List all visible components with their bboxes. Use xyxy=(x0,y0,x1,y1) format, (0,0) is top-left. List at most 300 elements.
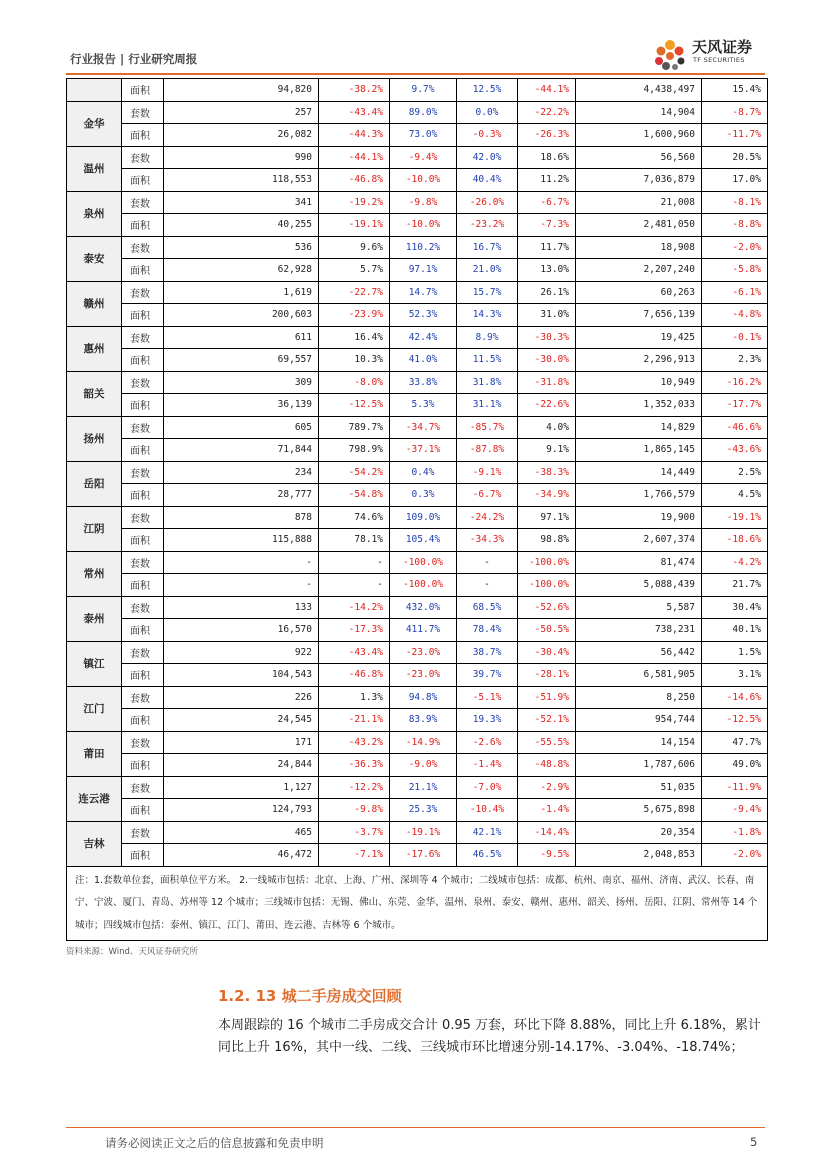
value-cell: -8.7% xyxy=(702,101,768,124)
value-cell: 12.5% xyxy=(457,79,518,102)
value-cell: 4.5% xyxy=(702,484,768,507)
value-cell: 73.0% xyxy=(390,124,457,147)
table-row xyxy=(67,191,768,214)
city-cell: 温州 xyxy=(67,146,122,191)
value-cell: 432.0% xyxy=(390,596,457,619)
value-cell: -7.0% xyxy=(457,776,518,799)
value-cell: -23.0% xyxy=(390,664,457,687)
value-cell: 97.1% xyxy=(518,506,576,529)
value-cell: 78.4% xyxy=(457,619,518,642)
table-row xyxy=(67,79,768,102)
value-cell: 14,904 xyxy=(576,101,702,124)
value-cell: -11.9% xyxy=(702,776,768,799)
table-row xyxy=(67,259,768,282)
value-cell: 19.3% xyxy=(457,709,518,732)
table-row xyxy=(67,214,768,237)
value-cell: 5.7% xyxy=(319,259,390,282)
value-cell: 3.1% xyxy=(702,664,768,687)
value-cell: -10.0% xyxy=(390,169,457,192)
value-cell: 24,844 xyxy=(164,754,319,777)
value-cell: -46.8% xyxy=(319,169,390,192)
value-cell: -9.0% xyxy=(390,754,457,777)
value-cell: 16,570 xyxy=(164,619,319,642)
value-cell: 104,543 xyxy=(164,664,319,687)
value-cell: 40.1% xyxy=(702,619,768,642)
housing-data-table xyxy=(66,78,768,941)
metric-cell: 套数 xyxy=(122,281,164,304)
value-cell: 0.3% xyxy=(390,484,457,507)
metric-cell: 面积 xyxy=(122,304,164,327)
value-cell: 133 xyxy=(164,596,319,619)
value-cell: -9.1% xyxy=(457,461,518,484)
value-cell: -54.8% xyxy=(319,484,390,507)
company-logo xyxy=(650,34,770,74)
value-cell: 78.1% xyxy=(319,529,390,552)
table-note-row xyxy=(67,866,768,941)
table-row xyxy=(67,641,768,664)
value-cell: -8.1% xyxy=(702,191,768,214)
value-cell: -17.7% xyxy=(702,394,768,417)
city-cell: 江阴 xyxy=(67,506,122,551)
value-cell: -46.8% xyxy=(319,664,390,687)
table-row xyxy=(67,776,768,799)
value-cell: 14.3% xyxy=(457,304,518,327)
value-cell: 105.4% xyxy=(390,529,457,552)
value-cell: 56,442 xyxy=(576,641,702,664)
value-cell: 4.0% xyxy=(518,416,576,439)
value-cell: 17.0% xyxy=(702,169,768,192)
value-cell: -10.4% xyxy=(457,799,518,822)
value-cell: -1.8% xyxy=(702,821,768,844)
value-cell: -28.1% xyxy=(518,664,576,687)
city-cell: 江门 xyxy=(67,686,122,731)
value-cell: 69,557 xyxy=(164,349,319,372)
metric-cell: 套数 xyxy=(122,191,164,214)
value-cell: 2,481,050 xyxy=(576,214,702,237)
value-cell: -14.4% xyxy=(518,821,576,844)
value-cell: -87.8% xyxy=(457,439,518,462)
value-cell: 74.6% xyxy=(319,506,390,529)
metric-cell: 套数 xyxy=(122,146,164,169)
value-cell: 0.4% xyxy=(390,461,457,484)
header-divider xyxy=(66,73,765,75)
value-cell: 21,008 xyxy=(576,191,702,214)
value-cell: 13.0% xyxy=(518,259,576,282)
table-row xyxy=(67,416,768,439)
metric-cell: 面积 xyxy=(122,664,164,687)
value-cell: 124,793 xyxy=(164,799,319,822)
value-cell: -26.3% xyxy=(518,124,576,147)
value-cell: 115,888 xyxy=(164,529,319,552)
value-cell: 26.1% xyxy=(518,281,576,304)
table-row xyxy=(67,821,768,844)
page-number: 5 xyxy=(750,1135,758,1149)
table-note: 注：1.套数单位套，面积单位平方米。 2.一线城市包括：北京、上海、广州、深圳等 4 个城市；二线城市包括：成都、杭州、南京、福州、济南、武汉、长春、南宁、宁波、厦门、青岛、苏州等 12 个城市；三线城市包括：无锡、佛山、东莞、金华、温州、泉州、泰安、赣州、惠州、韶关、扬州、岳阳、江阴、常州等 14 个城市；四线城市包括：泰州、镇江、江门、莆田、连云港、吉林等 6 个城市。 xyxy=(67,866,768,941)
value-cell: 46.5% xyxy=(457,844,518,867)
value-cell: 2,607,374 xyxy=(576,529,702,552)
value-cell: -17.6% xyxy=(390,844,457,867)
value-cell: 954,744 xyxy=(576,709,702,732)
value-cell: -1.4% xyxy=(457,754,518,777)
value-cell: 0.0% xyxy=(457,101,518,124)
city-cell: 赣州 xyxy=(67,281,122,326)
logo-subtitle: TF SECURITIES xyxy=(693,56,745,64)
value-cell: -9.8% xyxy=(390,191,457,214)
city-cell: 镇江 xyxy=(67,641,122,686)
table-row xyxy=(67,349,768,372)
value-cell: -19.1% xyxy=(390,821,457,844)
value-cell: 52.3% xyxy=(390,304,457,327)
value-cell: 14,154 xyxy=(576,731,702,754)
value-cell: -34.3% xyxy=(457,529,518,552)
table-row xyxy=(67,529,768,552)
value-cell: -24.2% xyxy=(457,506,518,529)
value-cell: 798.9% xyxy=(319,439,390,462)
value-cell: -6.7% xyxy=(518,191,576,214)
value-cell: 98.8% xyxy=(518,529,576,552)
metric-cell: 面积 xyxy=(122,259,164,282)
value-cell: 11.2% xyxy=(518,169,576,192)
value-cell: 14,449 xyxy=(576,461,702,484)
table-row xyxy=(67,146,768,169)
value-cell: 226 xyxy=(164,686,319,709)
value-cell: 26,082 xyxy=(164,124,319,147)
table-row xyxy=(67,686,768,709)
value-cell: -19.1% xyxy=(319,214,390,237)
value-cell: 28,777 xyxy=(164,484,319,507)
table-row xyxy=(67,169,768,192)
section-paragraph: 本周跟踪的 16 个城市二手房成交合计 0.95 万套，环比下降 8.88%，同比上升 6.18%，累计同比上升 16%，其中一线、二线、三线城市环比增速分别-14.17%、-3.04%、-18.74%； xyxy=(218,1018,761,1055)
value-cell: -11.7% xyxy=(702,124,768,147)
value-cell: 109.0% xyxy=(390,506,457,529)
table-row xyxy=(67,551,768,574)
value-cell: 2,296,913 xyxy=(576,349,702,372)
value-cell: 1,787,606 xyxy=(576,754,702,777)
city-cell: 吉林 xyxy=(67,821,122,866)
value-cell: 171 xyxy=(164,731,319,754)
value-cell: 1,600,960 xyxy=(576,124,702,147)
metric-cell: 面积 xyxy=(122,439,164,462)
value-cell: 1.5% xyxy=(702,641,768,664)
value-cell: 465 xyxy=(164,821,319,844)
metric-cell: 面积 xyxy=(122,574,164,597)
value-cell: -43.2% xyxy=(319,731,390,754)
value-cell: 9.7% xyxy=(390,79,457,102)
city-cell: 金华 xyxy=(67,101,122,146)
value-cell: -30.4% xyxy=(518,641,576,664)
value-cell: -100.0% xyxy=(390,574,457,597)
value-cell: 21.1% xyxy=(390,776,457,799)
value-cell: -2.0% xyxy=(702,844,768,867)
table-row xyxy=(67,461,768,484)
value-cell: 16.7% xyxy=(457,236,518,259)
table-row xyxy=(67,484,768,507)
value-cell: -23.0% xyxy=(390,641,457,664)
value-cell: -51.9% xyxy=(518,686,576,709)
value-cell: -12.5% xyxy=(702,709,768,732)
value-cell: -1.4% xyxy=(518,799,576,822)
metric-cell: 面积 xyxy=(122,619,164,642)
value-cell: -21.1% xyxy=(319,709,390,732)
value-cell: 5,675,898 xyxy=(576,799,702,822)
table-row xyxy=(67,731,768,754)
value-cell: -43.4% xyxy=(319,101,390,124)
value-cell: 21.7% xyxy=(702,574,768,597)
value-cell: -10.0% xyxy=(390,214,457,237)
value-cell: -22.7% xyxy=(319,281,390,304)
value-cell: 31.1% xyxy=(457,394,518,417)
value-cell: -48.8% xyxy=(518,754,576,777)
metric-cell: 面积 xyxy=(122,169,164,192)
value-cell: 922 xyxy=(164,641,319,664)
value-cell: -17.3% xyxy=(319,619,390,642)
value-cell: 1,766,579 xyxy=(576,484,702,507)
value-cell: 1,127 xyxy=(164,776,319,799)
metric-cell: 套数 xyxy=(122,641,164,664)
table-row xyxy=(67,124,768,147)
value-cell: 83.9% xyxy=(390,709,457,732)
value-cell: 878 xyxy=(164,506,319,529)
value-cell: -9.4% xyxy=(390,146,457,169)
value-cell: - xyxy=(164,551,319,574)
city-cell: 岳阳 xyxy=(67,461,122,506)
city-cell xyxy=(67,79,122,102)
value-cell: 2,048,853 xyxy=(576,844,702,867)
city-cell: 泰安 xyxy=(67,236,122,281)
value-cell: 40.4% xyxy=(457,169,518,192)
value-cell: 20,354 xyxy=(576,821,702,844)
value-cell: 1,619 xyxy=(164,281,319,304)
value-cell: 56,560 xyxy=(576,146,702,169)
value-cell: -12.5% xyxy=(319,394,390,417)
value-cell: 110.2% xyxy=(390,236,457,259)
metric-cell: 面积 xyxy=(122,484,164,507)
table-row xyxy=(67,371,768,394)
value-cell: 309 xyxy=(164,371,319,394)
value-cell: 789.7% xyxy=(319,416,390,439)
metric-cell: 套数 xyxy=(122,596,164,619)
source-note: 资料来源：Wind、天风证券研究所 xyxy=(66,947,198,957)
value-cell: -30.3% xyxy=(518,326,576,349)
value-cell: 68.5% xyxy=(457,596,518,619)
value-cell: 14.7% xyxy=(390,281,457,304)
value-cell: 94.8% xyxy=(390,686,457,709)
value-cell: 38.7% xyxy=(457,641,518,664)
value-cell: 5,088,439 xyxy=(576,574,702,597)
metric-cell: 面积 xyxy=(122,529,164,552)
value-cell: 2.5% xyxy=(702,461,768,484)
city-cell: 常州 xyxy=(67,551,122,596)
value-cell: -55.5% xyxy=(518,731,576,754)
table-row xyxy=(67,754,768,777)
value-cell: -85.7% xyxy=(457,416,518,439)
metric-cell: 面积 xyxy=(122,799,164,822)
table-row xyxy=(67,844,768,867)
table-row xyxy=(67,101,768,124)
value-cell: 341 xyxy=(164,191,319,214)
value-cell: 611 xyxy=(164,326,319,349)
city-cell: 惠州 xyxy=(67,326,122,371)
value-cell: 33.8% xyxy=(390,371,457,394)
value-cell: 2.3% xyxy=(702,349,768,372)
value-cell: 39.7% xyxy=(457,664,518,687)
value-cell: 20.5% xyxy=(702,146,768,169)
value-cell: 8.9% xyxy=(457,326,518,349)
metric-cell: 面积 xyxy=(122,394,164,417)
value-cell: -34.9% xyxy=(518,484,576,507)
metric-cell: 面积 xyxy=(122,754,164,777)
value-cell: -9.5% xyxy=(518,844,576,867)
metric-cell: 套数 xyxy=(122,686,164,709)
value-cell: 31.8% xyxy=(457,371,518,394)
value-cell: 25.3% xyxy=(390,799,457,822)
value-cell: -8.0% xyxy=(319,371,390,394)
value-cell: -100.0% xyxy=(518,574,576,597)
value-cell: 21.0% xyxy=(457,259,518,282)
table-row xyxy=(67,506,768,529)
value-cell: -54.2% xyxy=(319,461,390,484)
value-cell: -38.3% xyxy=(518,461,576,484)
metric-cell: 面积 xyxy=(122,79,164,102)
value-cell: -19.2% xyxy=(319,191,390,214)
value-cell: - xyxy=(457,574,518,597)
value-cell: -22.6% xyxy=(518,394,576,417)
value-cell: -14.2% xyxy=(319,596,390,619)
city-cell: 莆田 xyxy=(67,731,122,776)
value-cell: 8,250 xyxy=(576,686,702,709)
value-cell: -18.6% xyxy=(702,529,768,552)
value-cell: 4,438,497 xyxy=(576,79,702,102)
value-cell: -0.3% xyxy=(457,124,518,147)
metric-cell: 面积 xyxy=(122,844,164,867)
value-cell: 11.5% xyxy=(457,349,518,372)
section-title: 1.2. 13 城二手房成交回顾 xyxy=(218,987,402,1005)
value-cell: -9.8% xyxy=(319,799,390,822)
table-row xyxy=(67,664,768,687)
metric-cell: 套数 xyxy=(122,416,164,439)
value-cell: -44.1% xyxy=(518,79,576,102)
metric-cell: 面积 xyxy=(122,349,164,372)
value-cell: 9.1% xyxy=(518,439,576,462)
metric-cell: 面积 xyxy=(122,709,164,732)
value-cell: -0.1% xyxy=(702,326,768,349)
table-row xyxy=(67,304,768,327)
flower-logo-icon xyxy=(650,34,690,74)
value-cell: 16.4% xyxy=(319,326,390,349)
value-cell: 47.7% xyxy=(702,731,768,754)
metric-cell: 套数 xyxy=(122,506,164,529)
value-cell: -100.0% xyxy=(518,551,576,574)
metric-cell: 套数 xyxy=(122,776,164,799)
value-cell: 5.3% xyxy=(390,394,457,417)
metric-cell: 面积 xyxy=(122,124,164,147)
value-cell: -100.0% xyxy=(390,551,457,574)
value-cell: 10.3% xyxy=(319,349,390,372)
value-cell: 62,928 xyxy=(164,259,319,282)
value-cell: -16.2% xyxy=(702,371,768,394)
value-cell: 200,603 xyxy=(164,304,319,327)
value-cell: -52.6% xyxy=(518,596,576,619)
value-cell: - xyxy=(319,551,390,574)
footer-disclaimer: 请务必阅读正文之后的信息披露和免责申明 xyxy=(105,1136,324,1150)
table-row xyxy=(67,236,768,259)
value-cell: 94,820 xyxy=(164,79,319,102)
value-cell: -14.9% xyxy=(390,731,457,754)
value-cell: -44.1% xyxy=(319,146,390,169)
value-cell: 118,553 xyxy=(164,169,319,192)
value-cell: -2.6% xyxy=(457,731,518,754)
metric-cell: 套数 xyxy=(122,326,164,349)
value-cell: 10,949 xyxy=(576,371,702,394)
value-cell: -6.7% xyxy=(457,484,518,507)
table-row xyxy=(67,281,768,304)
value-cell: 89.0% xyxy=(390,101,457,124)
value-cell: 36,139 xyxy=(164,394,319,417)
table-row xyxy=(67,596,768,619)
value-cell: 51,035 xyxy=(576,776,702,799)
value-cell: -19.1% xyxy=(702,506,768,529)
value-cell: -8.8% xyxy=(702,214,768,237)
value-cell: 41.0% xyxy=(390,349,457,372)
value-cell: 7,036,879 xyxy=(576,169,702,192)
value-cell: -50.5% xyxy=(518,619,576,642)
value-cell: 97.1% xyxy=(390,259,457,282)
value-cell: -37.1% xyxy=(390,439,457,462)
value-cell: -34.7% xyxy=(390,416,457,439)
value-cell: 1.3% xyxy=(319,686,390,709)
table-row xyxy=(67,619,768,642)
value-cell: -5.8% xyxy=(702,259,768,282)
value-cell: -30.0% xyxy=(518,349,576,372)
value-cell: 15.4% xyxy=(702,79,768,102)
metric-cell: 套数 xyxy=(122,731,164,754)
metric-cell: 套数 xyxy=(122,101,164,124)
value-cell: 49.0% xyxy=(702,754,768,777)
value-cell: -6.1% xyxy=(702,281,768,304)
value-cell: -12.2% xyxy=(319,776,390,799)
value-cell: -14.6% xyxy=(702,686,768,709)
value-cell: 18.6% xyxy=(518,146,576,169)
value-cell: 71,844 xyxy=(164,439,319,462)
city-cell: 泰州 xyxy=(67,596,122,641)
value-cell: -9.4% xyxy=(702,799,768,822)
footer-divider xyxy=(66,1127,765,1128)
value-cell: 60,263 xyxy=(576,281,702,304)
value-cell: -5.1% xyxy=(457,686,518,709)
value-cell: 42.4% xyxy=(390,326,457,349)
value-cell: 18,908 xyxy=(576,236,702,259)
value-cell: 2,207,240 xyxy=(576,259,702,282)
value-cell: 30.4% xyxy=(702,596,768,619)
value-cell: -38.2% xyxy=(319,79,390,102)
city-cell: 韶关 xyxy=(67,371,122,416)
value-cell: 24,545 xyxy=(164,709,319,732)
value-cell: -46.6% xyxy=(702,416,768,439)
value-cell: 42.1% xyxy=(457,821,518,844)
value-cell: -26.0% xyxy=(457,191,518,214)
value-cell: 536 xyxy=(164,236,319,259)
city-cell: 连云港 xyxy=(67,776,122,821)
value-cell: -23.2% xyxy=(457,214,518,237)
value-cell: 46,472 xyxy=(164,844,319,867)
value-cell: - xyxy=(164,574,319,597)
table-row xyxy=(67,394,768,417)
value-cell: 234 xyxy=(164,461,319,484)
metric-cell: 套数 xyxy=(122,371,164,394)
value-cell: 14,829 xyxy=(576,416,702,439)
value-cell: -43.4% xyxy=(319,641,390,664)
metric-cell: 套数 xyxy=(122,236,164,259)
